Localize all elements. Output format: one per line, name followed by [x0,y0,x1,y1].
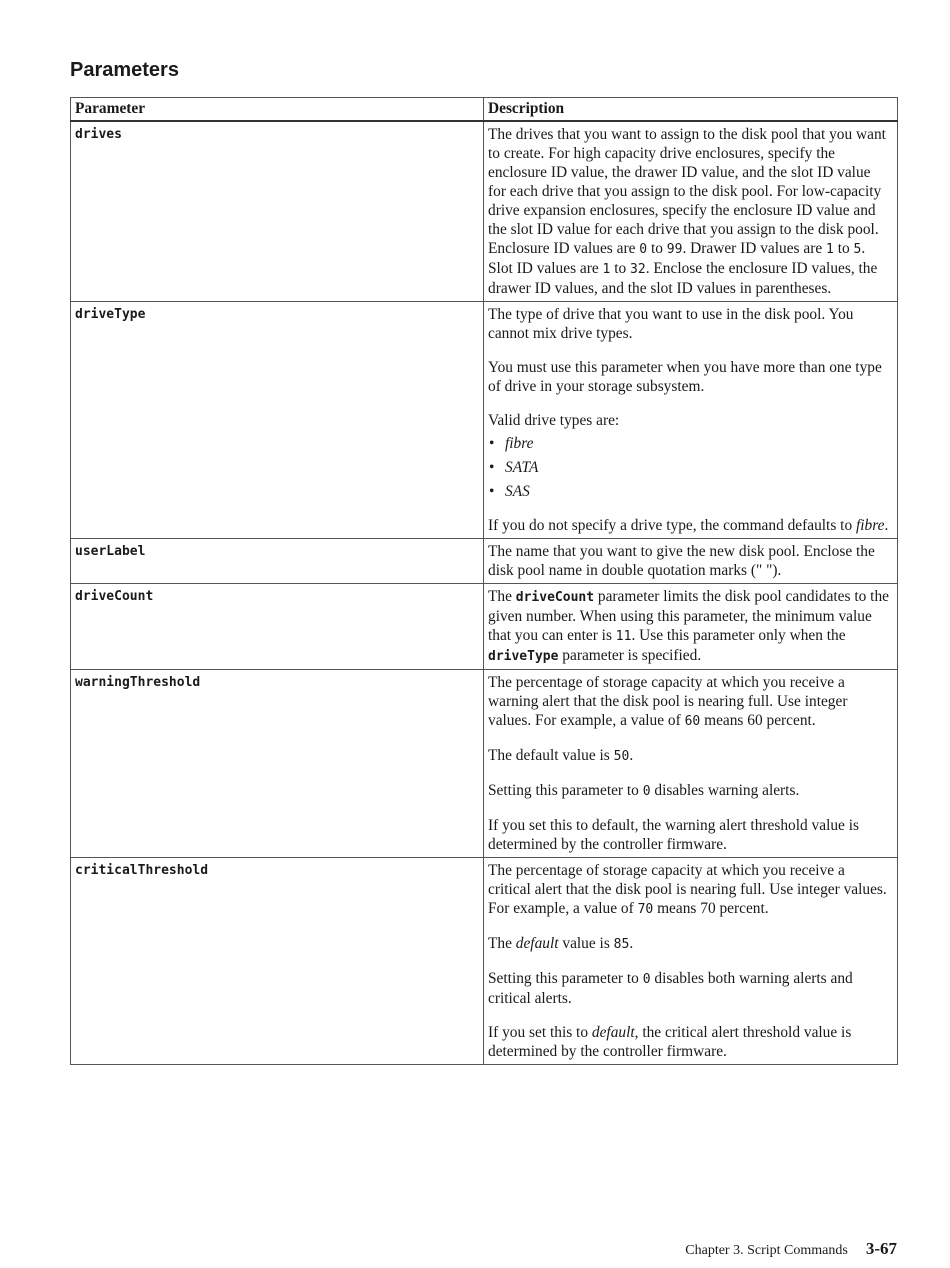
desc-paragraph [488,969,891,1008]
code-value: 50 [613,749,630,764]
desc-text: . Drawer ID values are [682,240,827,257]
parameters-table [70,97,898,1065]
code-value: 85 [613,937,630,952]
desc-paragraph: The type of drive that you want to use in the disk pool. You cannot mix drive types. [488,306,854,342]
param-desc-drivetype [484,302,898,539]
desc-paragraph [488,861,891,919]
table-row [71,121,898,302]
desc-text: , the critical alert threshold value is determined by the controller firmware. [488,1024,852,1060]
desc-text: . Slot ID values are [488,240,866,277]
code-value: 5 [853,242,862,257]
desc-text: . Use this parameter only when the [631,627,846,644]
code-value: 11 [615,629,632,644]
desc-text: to [610,260,631,277]
code-value: 32 [630,262,646,277]
param-name-drivecount: driveCount [71,584,484,670]
param-desc-drivecount [484,584,898,670]
desc-text: . Enclose the enclosure ID values, the drawer ID values, and the slot ID values in parentheses. [488,260,878,297]
code-value: 0 [642,784,651,799]
code-value: 1 [602,262,611,277]
desc-text: . [629,935,634,952]
desc-text: disables both warning alerts and critical alerts. [488,970,853,1007]
param-desc-criticalthreshold [484,858,898,1065]
desc-text: . [884,517,889,534]
list-item: • fibre [488,434,891,453]
desc-paragraph: If you set this to default, the warning alert threshold value is determined by the controller firmware. [488,817,859,853]
desc-text: The [488,588,516,605]
page-number: 3-67 [865,1239,897,1258]
desc-paragraph [488,746,891,766]
desc-paragraph [488,587,891,666]
desc-text: means 60 percent. [700,712,816,729]
desc-text: value is [558,935,614,952]
emphasis-text: default [591,1024,635,1041]
table-row [71,584,898,670]
desc-text: The percentage of storage capacity at which you receive a critical alert that the disk pool is nearing full. Use integer values. For example, a value of [488,862,887,917]
desc-text: disables warning alerts. [650,782,800,799]
column-header-parameter: Parameter [71,98,484,122]
section-heading: Parameters [70,59,179,81]
table-header-row [71,98,898,122]
desc-text: parameter limits the disk pool candidates to the given number. When using this parameter, the minimum value that you can enter is [488,588,889,644]
desc-paragraph: Valid drive types are: [488,412,620,429]
page-footer [685,1239,897,1259]
table-row [71,539,898,584]
list-item: • SATA [488,458,891,477]
footer-chapter-title: Chapter 3. Script Commands [685,1243,848,1258]
desc-paragraph [488,125,891,298]
desc-text: If you do not specify a drive type, the command defaults to [488,517,856,534]
desc-paragraph [488,516,891,535]
desc-paragraph: The name that you want to give the new disk pool. Enclose the disk pool name in double quotation marks (" "). [488,543,875,579]
desc-text: Setting this parameter to [488,782,643,799]
table-row [71,670,898,858]
desc-paragraph [488,673,891,731]
table-row [71,302,898,539]
desc-paragraph [488,1023,891,1061]
code-value: 60 [684,714,701,729]
param-name-drives: drives [71,121,484,302]
desc-text: If you set this to [488,1024,592,1041]
emphasis-text: default [515,935,559,952]
desc-paragraph [488,934,891,954]
table-row [71,858,898,1065]
desc-paragraph: You must use this parameter when you have more than one type of drive in your storage subsystem. [488,359,882,395]
desc-text: The drives that you want to assign to the disk pool that you want to create. For high capacity drive enclosures, specify the enclosure ID value, the drawer ID value, and the slot ID value for each drive that you assign to the disk pool. For low-capacity drive expansion enclosures, specify the enclosure ID value and the slot ID value for each drive that you assign to the disk pool. Enclosure ID values are [488,126,886,257]
code-value: 0 [639,242,648,257]
code-param: driveType [488,649,559,664]
desc-text: parameter is specified. [558,647,702,664]
column-header-description: Description [484,98,898,122]
desc-text: The [488,935,516,952]
desc-text: The default value is [488,747,614,764]
drive-type-list [488,434,891,501]
emphasis-text: fibre [856,517,885,534]
desc-paragraph [488,781,891,801]
code-value: 1 [826,242,834,257]
list-item: • SAS [488,482,891,501]
param-name-userlabel: userLabel [71,539,484,584]
param-name-warningthreshold: warningThreshold [71,670,484,858]
desc-text: Setting this parameter to [488,970,643,987]
param-desc-warningthreshold [484,670,898,858]
param-name-drivetype: driveType [71,302,484,539]
code-param: driveCount [515,590,595,605]
param-name-criticalthreshold: criticalThreshold [71,858,484,1065]
code-value: 70 [637,902,654,917]
param-desc-drives [484,121,898,302]
desc-text: The percentage of storage capacity at which you receive a warning alert that the disk pool is nearing full. Use integer values. For example, a value of [488,674,848,729]
param-desc-userlabel [484,539,898,584]
desc-text: means 70 percent. [653,900,769,917]
code-value: 99 [666,242,683,257]
code-value: 0 [642,972,651,987]
desc-text: to [647,240,667,257]
desc-text: to [833,240,854,257]
desc-text: . [629,747,634,764]
